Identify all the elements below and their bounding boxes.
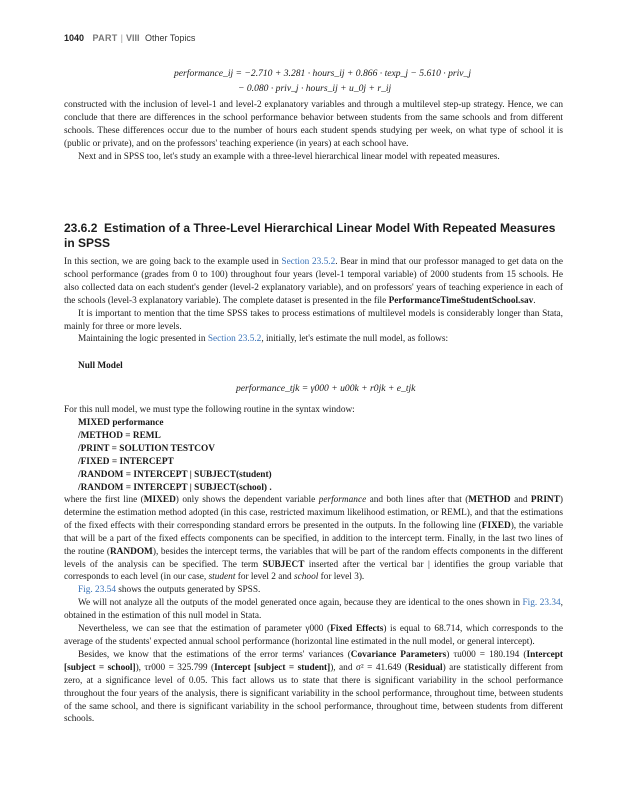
part-title: Other Topics [144, 33, 196, 43]
figure-link[interactable]: Fig. 23.34 [522, 598, 561, 609]
part-roman: VIII [125, 33, 140, 43]
paragraph-explain: where the first line (MIXED) only shows the dependent variable performance and both lines after that (METHOD and PRINT) determine the estimation method adopted (in this case, restricted maximum likelihood estimation, or REML), and that the estimations of the fixed effects with their corresponding standard errors be presented in the outputs. In the following line (FIXED), the variable that will be a part of the fixed effects components can be specified, in addition to the intercept term. Finally, in the last two lines of the routine (RANDOM), besides the intercept terms, the variables that will be part of the random effects components in the different levels of the analysis can be specified. The term SUBJECT inserted after the vertical bar | identifies the group variable that corresponds to each level (in our case, student for level 2 and school for level 3). [64, 495, 563, 583]
body-explanation [64, 494, 563, 726]
paragraph-besides: Besides, we know that the estimations of the error terms' variances (Covariance Parameters) τu000 = 180.194 (Intercept [subject = school]), τr000 = 325.799 (Intercept [subject = student]), and σ² = 41.649 (Residual) are statistically different from zero, at a significance level of 0.05. This fact allows us to state that there is significant variability in the school performance throughout the four years of the analysis, there is significant variability in the school performance, throughout time, between students of the same school, and there is significant variability in the school performance, throughout time, between students from different schools. [64, 649, 563, 725]
body-top [64, 99, 563, 164]
code-line: /PRINT = SOLUTION TESTCOV [78, 443, 215, 454]
figure-link[interactable]: Fig. 23.54 [78, 585, 116, 596]
paragraph-next: Next and in SPSS too, let's study an example with a three-level hierarchical linear model with repeated measures. [78, 151, 500, 162]
running-header: 1040 PART | VIII Other Topics [64, 33, 196, 43]
part-label: PART [92, 33, 118, 43]
dataset-filename: PerformanceTimeStudentSchool.sav [388, 295, 534, 306]
paragraph-conclusion: constructed with the inclusion of level-1 and level-2 explanatory variables and through a multilevel step-up strategy. Hence, we can conclude that there are differences in the school performance behavior between students from the same schools and from different schools. These differences occur due to the number of hours each student spends studying per week, on what type of school it is (public or private), and on the professors' teaching experience (in years) at each school have. [64, 100, 563, 149]
paragraph-not-analyze: We will not analyze all the outputs of the model generated once again, because they are identical to the ones shown in Fig. 23.34, obtained in the estimation of this null model in Stata. [64, 598, 563, 622]
paragraph-intro: In this section, we are going back to the example used in Section 23.5.2. Bear in mind that our professor managed to get data on the school performance (grades from 0 to 100) throughout four years (level-1 temporal variable) of 2000 students from 15 schools. He also collected data on each student's gender (level-2 explanatory variable), and on professors' years of teaching experience in each of the schools (level-3 explanatory variable). The complete dataset is presented in the file PerformanceTimeStudentSchool.sav. [64, 257, 563, 306]
section-number: 23.6.2 [64, 221, 98, 235]
syntax-intro: For this null model, we must type the following routine in the syntax window: [64, 405, 355, 415]
paragraph-figure: Fig. 23.54 shows the outputs generated by SPSS. [78, 585, 261, 596]
paragraph-maintaining: Maintaining the logic presented in Section 23.5.2, initially, let's estimate the null model, as follows: [78, 334, 449, 345]
null-model-label: Null Model [78, 361, 123, 371]
page-number: 1040 [64, 33, 85, 43]
code-line: MIXED performance [78, 418, 164, 428]
code-block [78, 417, 272, 494]
paragraph-nevertheless: Nevertheless, we can see that the estimation of parameter γ000 (Fixed Effects) is equal to 68.714, which corresponds to the average of the students' expected annual school performance (horizontal line estimated in the null model, or general intercept). [64, 624, 563, 647]
equation-1-line-2: − 0.080 · priv_j · hours_ij + u_0j + r_ij [238, 83, 392, 94]
section-title: Estimation of a Three-Level Hierarchical Linear Model With Repeated Measures in SPSS [64, 221, 556, 250]
code-line: /METHOD = REML [78, 430, 161, 441]
body-section [64, 256, 563, 346]
code-line: /FIXED = INTERCEPT [78, 456, 174, 467]
paragraph-time: It is important to mention that the time SPSS takes to process estimations of multilevel models is considerably longer than Stata, mainly for three or more levels. [64, 308, 563, 332]
equation-1-line-1: performance_ij = −2.710 + 3.281 · hours_ij + 0.866 · texp_j − 5.610 · priv_j [174, 68, 471, 79]
section-link[interactable]: Section 23.5.2 [207, 334, 262, 345]
section-link[interactable]: Section 23.5.2 [281, 257, 336, 267]
code-line: /RANDOM = INTERCEPT | SUBJECT(student) [78, 469, 272, 480]
code-line: /RANDOM = INTERCEPT | SUBJECT(school) . [78, 482, 272, 493]
section-heading [64, 221, 563, 251]
equation-2: performance_tjk = γ000 + u00k + r0jk + e_tjk [236, 383, 416, 394]
